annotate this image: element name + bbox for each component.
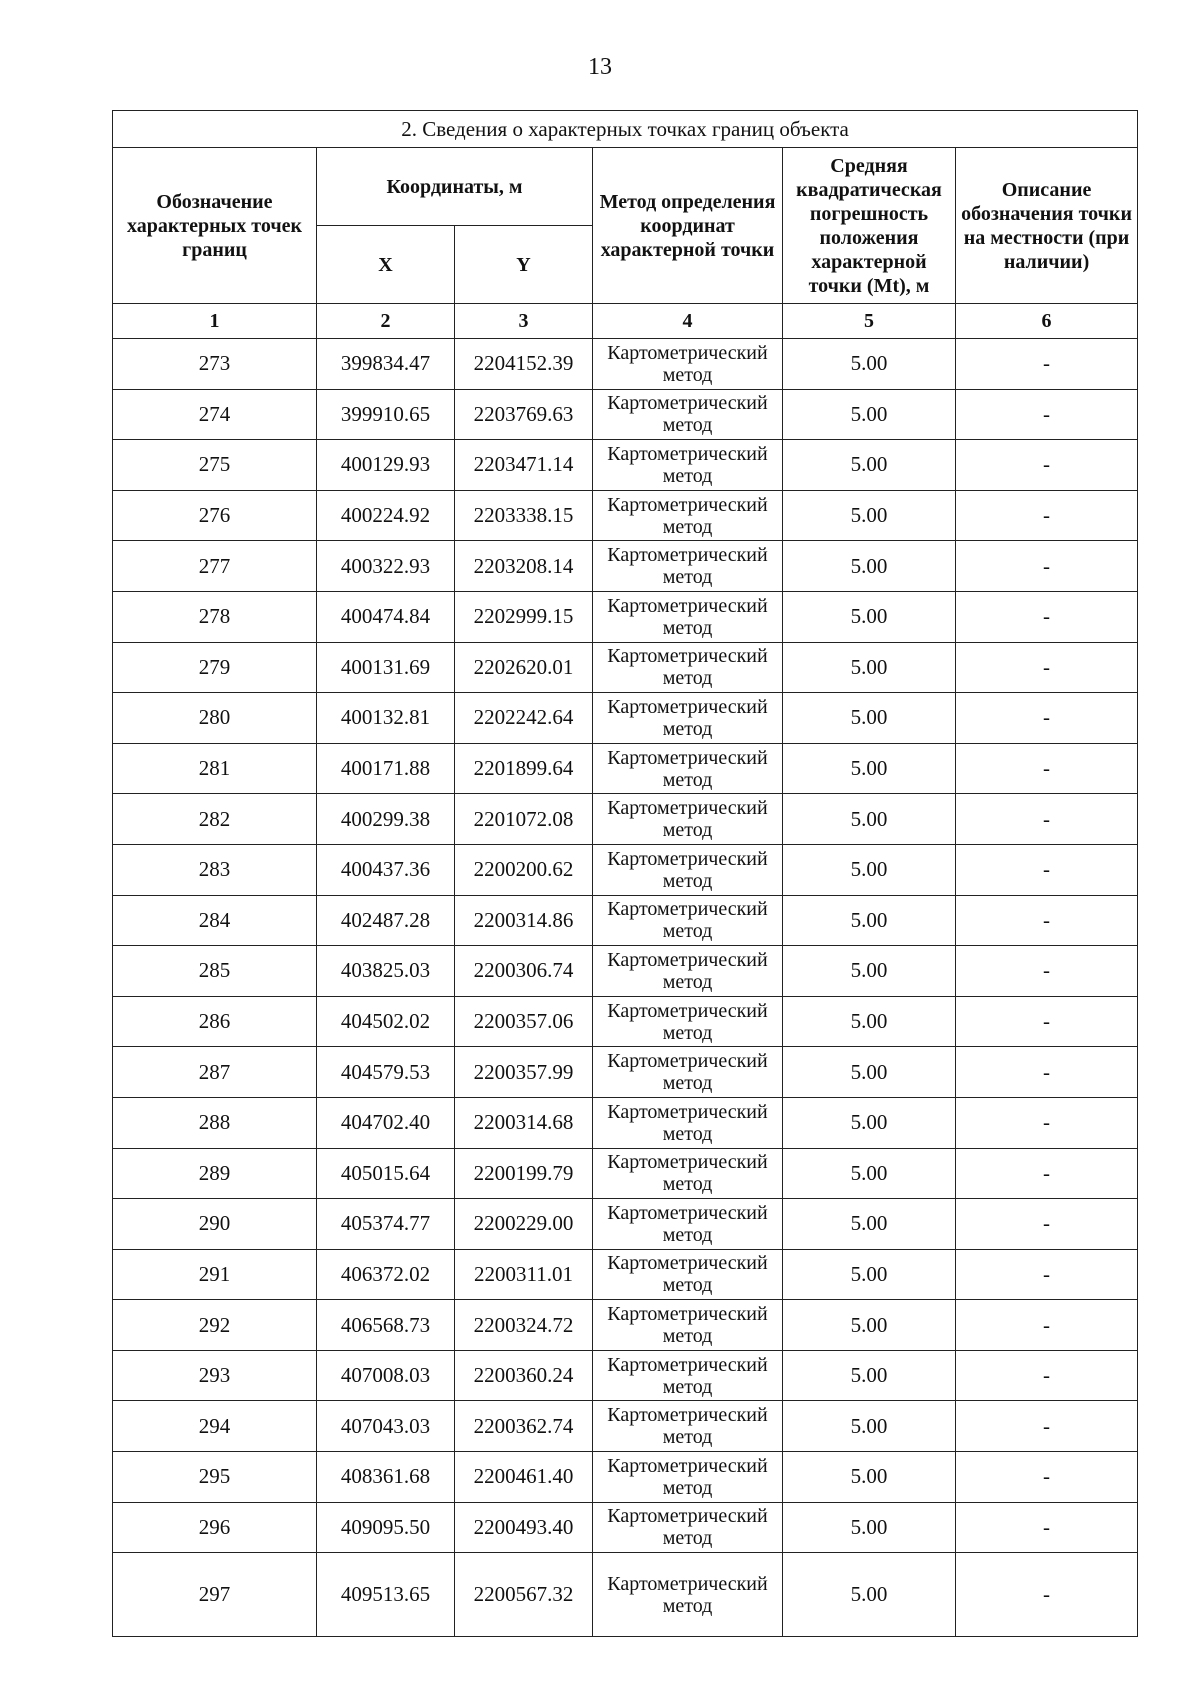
table-row <box>113 1553 1138 1637</box>
y-cell: 2200567.32 <box>455 1553 593 1637</box>
point-cell: 274 <box>113 389 317 440</box>
x-cell: 400322.93 <box>317 541 455 592</box>
header-point-designation: Обозначение характерных точек границ <box>113 148 317 304</box>
method-cell: Картометрический метод <box>593 844 783 895</box>
mt-cell: 5.00 <box>783 1502 956 1553</box>
boundary-points-table <box>112 110 1138 1637</box>
method-cell: Картометрический метод <box>593 1097 783 1148</box>
method-cell: Картометрический метод <box>593 1199 783 1250</box>
method-cell: Картометрический метод <box>593 895 783 946</box>
table-row <box>113 642 1138 693</box>
x-cell: 400129.93 <box>317 440 455 491</box>
x-cell: 400132.81 <box>317 693 455 744</box>
mt-cell: 5.00 <box>783 1300 956 1351</box>
method-cell: Картометрический метод <box>593 1300 783 1351</box>
table-row <box>113 591 1138 642</box>
mt-cell: 5.00 <box>783 440 956 491</box>
point-cell: 293 <box>113 1350 317 1401</box>
table-row <box>113 1249 1138 1300</box>
y-cell: 2200461.40 <box>455 1452 593 1503</box>
point-cell: 297 <box>113 1553 317 1637</box>
point-cell: 284 <box>113 895 317 946</box>
point-cell: 280 <box>113 693 317 744</box>
y-cell: 2200306.74 <box>455 946 593 997</box>
mt-cell: 5.00 <box>783 1401 956 1452</box>
table-body <box>113 339 1138 1637</box>
point-cell: 283 <box>113 844 317 895</box>
point-cell: 289 <box>113 1148 317 1199</box>
description-cell: - <box>956 693 1138 744</box>
table-row <box>113 490 1138 541</box>
description-cell: - <box>956 1350 1138 1401</box>
column-numbers-row <box>113 304 1138 339</box>
column-number: 3 <box>455 304 593 339</box>
point-cell: 288 <box>113 1097 317 1148</box>
description-cell: - <box>956 1553 1138 1637</box>
table-row <box>113 1047 1138 1098</box>
method-cell: Картометрический метод <box>593 1148 783 1199</box>
mt-cell: 5.00 <box>783 844 956 895</box>
description-cell: - <box>956 1047 1138 1098</box>
mt-cell: 5.00 <box>783 1199 956 1250</box>
table-row <box>113 693 1138 744</box>
y-cell: 2200199.79 <box>455 1148 593 1199</box>
description-cell: - <box>956 1199 1138 1250</box>
description-cell: - <box>956 1401 1138 1452</box>
x-cell: 400131.69 <box>317 642 455 693</box>
x-cell: 408361.68 <box>317 1452 455 1503</box>
y-cell: 2202999.15 <box>455 591 593 642</box>
mt-cell: 5.00 <box>783 591 956 642</box>
x-cell: 405374.77 <box>317 1199 455 1250</box>
x-cell: 400299.38 <box>317 794 455 845</box>
mt-cell: 5.00 <box>783 1148 956 1199</box>
x-cell: 409095.50 <box>317 1502 455 1553</box>
description-cell: - <box>956 794 1138 845</box>
table-row <box>113 1401 1138 1452</box>
column-number: 1 <box>113 304 317 339</box>
description-cell: - <box>956 389 1138 440</box>
y-cell: 2200493.40 <box>455 1502 593 1553</box>
point-cell: 287 <box>113 1047 317 1098</box>
x-cell: 406372.02 <box>317 1249 455 1300</box>
x-cell: 403825.03 <box>317 946 455 997</box>
description-cell: - <box>956 541 1138 592</box>
method-cell: Картометрический метод <box>593 541 783 592</box>
mt-cell: 5.00 <box>783 1350 956 1401</box>
description-cell: - <box>956 895 1138 946</box>
mt-cell: 5.00 <box>783 339 956 390</box>
description-cell: - <box>956 996 1138 1047</box>
table-row <box>113 541 1138 592</box>
table-row <box>113 1350 1138 1401</box>
y-cell: 2200357.06 <box>455 996 593 1047</box>
mt-cell: 5.00 <box>783 389 956 440</box>
point-cell: 273 <box>113 339 317 390</box>
mt-cell: 5.00 <box>783 1553 956 1637</box>
description-cell: - <box>956 591 1138 642</box>
y-cell: 2203338.15 <box>455 490 593 541</box>
table-row <box>113 440 1138 491</box>
table-row <box>113 996 1138 1047</box>
x-cell: 404702.40 <box>317 1097 455 1148</box>
mt-cell: 5.00 <box>783 1047 956 1098</box>
method-cell: Картометрический метод <box>593 339 783 390</box>
mt-cell: 5.00 <box>783 895 956 946</box>
description-cell: - <box>956 1502 1138 1553</box>
x-cell: 400171.88 <box>317 743 455 794</box>
header-x: X <box>317 226 455 304</box>
point-cell: 279 <box>113 642 317 693</box>
method-cell: Картометрический метод <box>593 1502 783 1553</box>
x-cell: 409513.65 <box>317 1553 455 1637</box>
y-cell: 2201899.64 <box>455 743 593 794</box>
table-row <box>113 389 1138 440</box>
point-cell: 277 <box>113 541 317 592</box>
y-cell: 2203471.14 <box>455 440 593 491</box>
y-cell: 2200357.99 <box>455 1047 593 1098</box>
method-cell: Картометрический метод <box>593 591 783 642</box>
x-cell: 402487.28 <box>317 895 455 946</box>
x-cell: 399834.47 <box>317 339 455 390</box>
point-cell: 286 <box>113 996 317 1047</box>
point-cell: 285 <box>113 946 317 997</box>
y-cell: 2200200.62 <box>455 844 593 895</box>
method-cell: Картометрический метод <box>593 389 783 440</box>
table-row <box>113 1300 1138 1351</box>
x-cell: 400224.92 <box>317 490 455 541</box>
y-cell: 2203208.14 <box>455 541 593 592</box>
y-cell: 2200229.00 <box>455 1199 593 1250</box>
mt-cell: 5.00 <box>783 490 956 541</box>
x-cell: 405015.64 <box>317 1148 455 1199</box>
method-cell: Картометрический метод <box>593 946 783 997</box>
mt-cell: 5.00 <box>783 1452 956 1503</box>
table-row <box>113 339 1138 390</box>
mt-cell: 5.00 <box>783 1249 956 1300</box>
mt-cell: 5.00 <box>783 996 956 1047</box>
method-cell: Картометрический метод <box>593 996 783 1047</box>
x-cell: 400437.36 <box>317 844 455 895</box>
mt-cell: 5.00 <box>783 693 956 744</box>
method-cell: Картометрический метод <box>593 1350 783 1401</box>
method-cell: Картометрический метод <box>593 490 783 541</box>
description-cell: - <box>956 440 1138 491</box>
point-cell: 276 <box>113 490 317 541</box>
header-error: Средняя квадратическая погрешность положения характерной точки (Mt), м <box>783 148 956 304</box>
description-cell: - <box>956 1148 1138 1199</box>
x-cell: 404579.53 <box>317 1047 455 1098</box>
description-cell: - <box>956 1300 1138 1351</box>
method-cell: Картометрический метод <box>593 440 783 491</box>
table-row <box>113 895 1138 946</box>
description-cell: - <box>956 1097 1138 1148</box>
column-number: 5 <box>783 304 956 339</box>
table-row <box>113 1502 1138 1553</box>
description-cell: - <box>956 946 1138 997</box>
point-cell: 296 <box>113 1502 317 1553</box>
x-cell: 404502.02 <box>317 996 455 1047</box>
y-cell: 2200324.72 <box>455 1300 593 1351</box>
method-cell: Картометрический метод <box>593 642 783 693</box>
x-cell: 399910.65 <box>317 389 455 440</box>
mt-cell: 5.00 <box>783 743 956 794</box>
method-cell: Картометрический метод <box>593 743 783 794</box>
point-cell: 281 <box>113 743 317 794</box>
point-cell: 294 <box>113 1401 317 1452</box>
page-number: 13 <box>588 54 612 80</box>
method-cell: Картометрический метод <box>593 1047 783 1098</box>
method-cell: Картометрический метод <box>593 1553 783 1637</box>
y-cell: 2201072.08 <box>455 794 593 845</box>
description-cell: - <box>956 642 1138 693</box>
point-cell: 295 <box>113 1452 317 1503</box>
description-cell: - <box>956 844 1138 895</box>
table-row <box>113 1199 1138 1250</box>
column-number: 2 <box>317 304 455 339</box>
mt-cell: 5.00 <box>783 541 956 592</box>
table-row <box>113 743 1138 794</box>
method-cell: Картометрический метод <box>593 794 783 845</box>
point-cell: 290 <box>113 1199 317 1250</box>
section-title: 2. Сведения о характерных точках границ объекта <box>113 111 1138 148</box>
header-coordinates: Координаты, м <box>317 148 593 226</box>
column-number: 4 <box>593 304 783 339</box>
point-cell: 275 <box>113 440 317 491</box>
method-cell: Картометрический метод <box>593 1452 783 1503</box>
point-cell: 282 <box>113 794 317 845</box>
x-cell: 407008.03 <box>317 1350 455 1401</box>
method-cell: Картометрический метод <box>593 1401 783 1452</box>
x-cell: 400474.84 <box>317 591 455 642</box>
y-cell: 2200314.86 <box>455 895 593 946</box>
method-cell: Картометрический метод <box>593 693 783 744</box>
y-cell: 2202620.01 <box>455 642 593 693</box>
point-cell: 292 <box>113 1300 317 1351</box>
description-cell: - <box>956 1249 1138 1300</box>
x-cell: 406568.73 <box>317 1300 455 1351</box>
mt-cell: 5.00 <box>783 1097 956 1148</box>
description-cell: - <box>956 339 1138 390</box>
point-cell: 291 <box>113 1249 317 1300</box>
table-row <box>113 946 1138 997</box>
y-cell: 2200362.74 <box>455 1401 593 1452</box>
description-cell: - <box>956 743 1138 794</box>
point-cell: 278 <box>113 591 317 642</box>
description-cell: - <box>956 1452 1138 1503</box>
header-method: Метод определения координат характерной точки <box>593 148 783 304</box>
method-cell: Картометрический метод <box>593 1249 783 1300</box>
mt-cell: 5.00 <box>783 642 956 693</box>
table-row <box>113 844 1138 895</box>
y-cell: 2204152.39 <box>455 339 593 390</box>
x-cell: 407043.03 <box>317 1401 455 1452</box>
table-row <box>113 1452 1138 1503</box>
y-cell: 2203769.63 <box>455 389 593 440</box>
mt-cell: 5.00 <box>783 946 956 997</box>
y-cell: 2200360.24 <box>455 1350 593 1401</box>
column-number: 6 <box>956 304 1138 339</box>
y-cell: 2202242.64 <box>455 693 593 744</box>
y-cell: 2200311.01 <box>455 1249 593 1300</box>
mt-cell: 5.00 <box>783 794 956 845</box>
table-row <box>113 1097 1138 1148</box>
table-row <box>113 794 1138 845</box>
header-description: Описание обозначения точки на местности (при наличии) <box>956 148 1138 304</box>
table-row <box>113 1148 1138 1199</box>
header-y: Y <box>455 226 593 304</box>
description-cell: - <box>956 490 1138 541</box>
y-cell: 2200314.68 <box>455 1097 593 1148</box>
